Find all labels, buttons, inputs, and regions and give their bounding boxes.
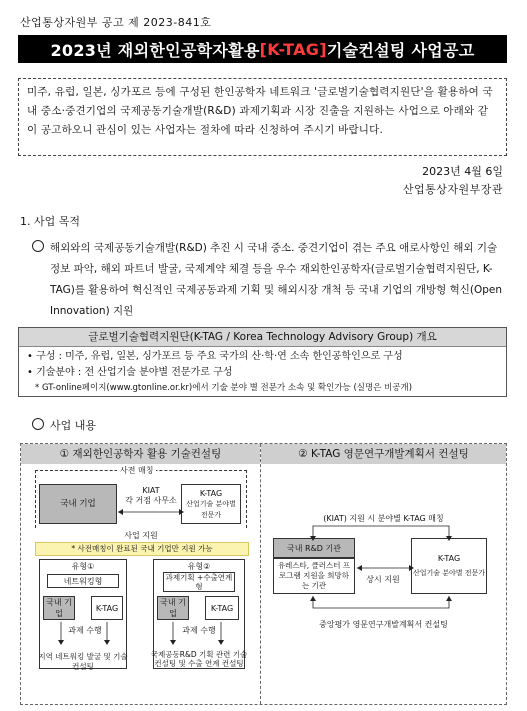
type1-name-box: 네트워킹형 [47, 574, 119, 588]
left-arrows [21, 444, 261, 706]
ktag-field: • 기술분야 : 전 산업기술 분야별 전문가로 구성 [27, 367, 233, 378]
type2-ktag-box: K-TAG [205, 596, 239, 620]
notice-date: 2023년 4월 6일 [422, 165, 503, 178]
type1-label: 유형① [71, 562, 95, 571]
right-result: 중앙평가 영문연구개발계획서 컨설팅 [319, 620, 448, 629]
ktag-overview-box [18, 327, 507, 397]
purpose-text: 해외와의 국제공동기술개발(R&D) 추진 시 국내 중소. 중견기업이 겪는 주요 애로사항인 해외 기술정보 파악, 해외 파트너 발굴, 국제계약 체결 등을 우수 재외한인공학자(글로벌기술협력지원단, K-TAG)를 활용하여 혁신적인 국제공동과제 기획 및 해외시장 개척 등 국내 기업의 개방형 혁신(Open Innovation) 지원 [50, 242, 503, 317]
type1-result: 지역 네트워킹 발굴 및 기술 컨설팅 [38, 652, 128, 671]
left-panel [21, 444, 261, 704]
type2-label: 유형② [187, 562, 211, 571]
type2-task: 과제 수행 [182, 626, 216, 635]
type2-domestic-box: 국내 기업 [157, 596, 189, 620]
type1-domestic-box: 국내 기업 [43, 596, 75, 620]
office-label: 각 거점 사무소 [125, 496, 177, 505]
purpose-paragraph [32, 238, 507, 322]
bullet-circle-icon [32, 240, 44, 252]
section-heading-purpose: 1. 사업 목적 [20, 215, 80, 228]
intro-text: 미주, 유럽, 일본, 싱가포르 등에 구성된 한인공학자 네트워크 '글로벌기술협력지원단'을 활용하여 국내 중소·중견기업의 국제공동기술개발(R&D) 과제기획과 시장 진출을 지원하는 사업으로 아래와 같이 공고하오니 관심이 있는 사업자는 절차에 따라 신청하여 주시기 바랍니다. [27, 86, 493, 136]
type2-name-box: 과제기획 +수출연계형 [163, 572, 235, 592]
left-panel-title: ① 재외한인공학자 활용 기술컨설팅 [21, 444, 260, 464]
title-accent: [K-TAG] [259, 39, 327, 59]
page-title [18, 35, 507, 63]
right-arrows [261, 444, 506, 706]
pre-matching-label: 사전 매칭 [117, 466, 156, 476]
ktag-overview-heading: 글로벌기술협력지원단(K-TAG / Korea Technology Advisory Group) 개요 [19, 328, 506, 347]
rnd-institute-box: 국내 R&D 기관 [273, 538, 355, 558]
ktag-composition: • 구성 : 미주, 유럽, 일본, 싱가포르 등 주요 국가의 산·학·연 소속 한인공학인으로 구성 [27, 351, 403, 362]
section-content-label: 사업 내용 [50, 419, 97, 432]
ktag-box-right: K-TAG 산업기술 분야별 전문가 [411, 538, 487, 594]
type2-result: 국제공동R&D 기획 관련 기술 컨설팅 및 수출 연계 컨설팅 [150, 650, 248, 668]
issuer: 산업통상자원부장관 [402, 183, 503, 196]
type1-task: 과제 수행 [68, 626, 102, 635]
right-matching-label: (KIAT) 지원 시 분야별 K-TAG 매칭 [323, 514, 444, 523]
type1-ktag-box: K-TAG [91, 596, 123, 620]
always-support-label: 상시 지원 [366, 575, 400, 584]
support-label-row: 사업 지원 [35, 528, 247, 542]
title-tail: 기술컨설팅 사업공고 [326, 40, 475, 60]
support-note: * 사전매칭이 완료된 국내 기업만 지원 가능 [35, 542, 249, 556]
ktag-note: * GT-online페이지(www.gtonline.or.kr)에서 기술 분야 별 전문가 소속 및 확인가능 (실명은 비공개) [35, 383, 413, 393]
notice-number: 산업통상자원부 공고 제 2023-841호 [20, 16, 212, 29]
program-diagram [20, 443, 507, 705]
section-heading-content [32, 417, 96, 433]
right-panel [261, 444, 506, 704]
rnd-institute-desc: 유레스타, 클러스터 프로그램 지원을 희망하는 기관 [273, 558, 355, 594]
intro-box [18, 78, 507, 156]
bullet-circle-icon [32, 418, 44, 430]
ktag-box-left: K-TAG 산업기술 분야별 전문가 [181, 484, 241, 524]
title-main: 2023년 재외한인공학자활용 [50, 40, 260, 60]
domestic-company-box: 국내 기업 [39, 484, 117, 524]
kiat-label: KIAT [142, 486, 160, 495]
right-panel-title: ② K-TAG 영문연구개발계획서 컨설팅 [261, 444, 506, 464]
